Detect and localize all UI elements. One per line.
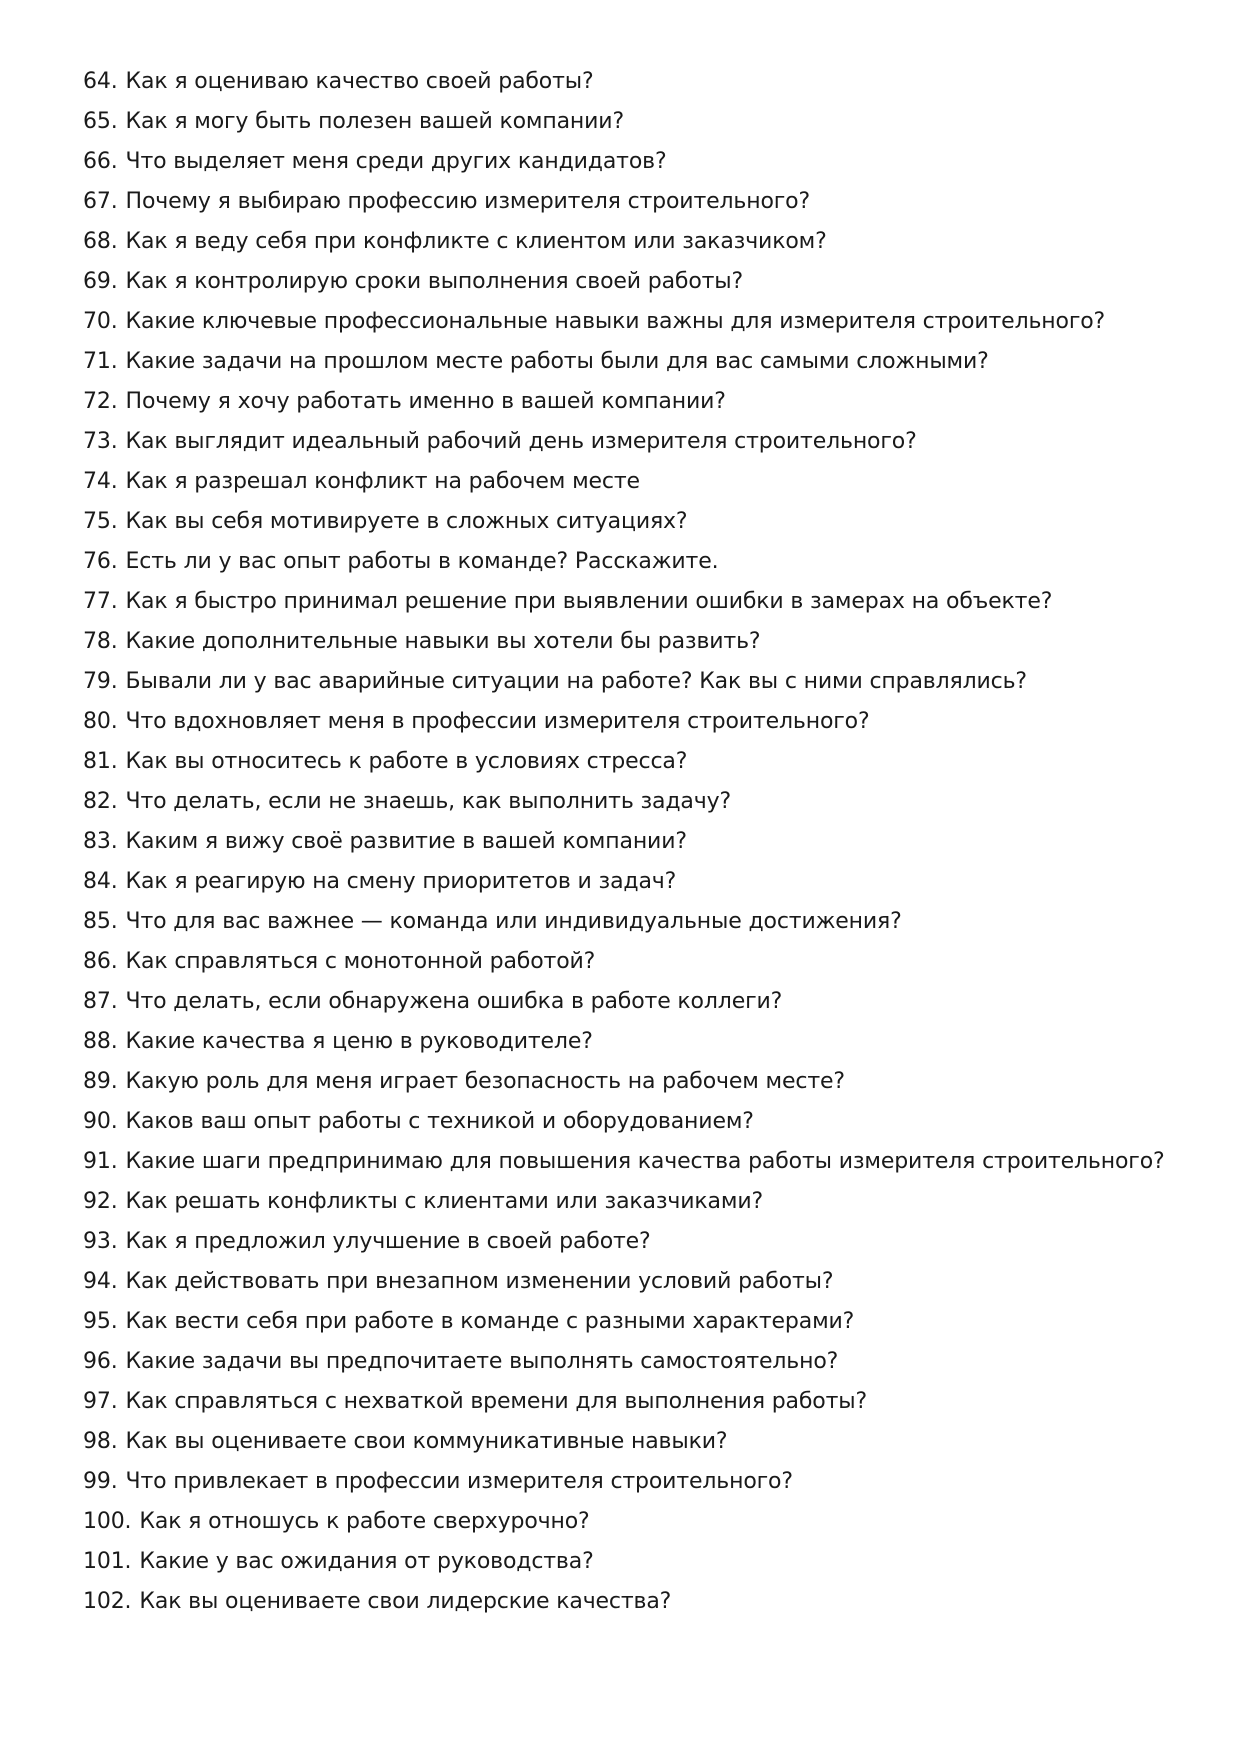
question-number: 88. [83,1029,118,1054]
question-number: 69. [83,269,118,294]
question-text: Какие ключевые профессиональные навыки важны для измерителя строительного? [125,309,1106,334]
question-text: Как справляться с монотонной работой? [125,949,596,974]
question-number: 84. [83,869,118,894]
list-item [83,1382,1203,1422]
question-text: Каким я вижу своё развитие в вашей компании? [125,829,687,854]
question-text: Каков ваш опыт работы с техникой и оборудованием? [125,1109,754,1134]
list-item [83,1102,1203,1142]
question-text: Как решать конфликты с клиентами или заказчиками? [125,1189,764,1214]
question-number: 89. [83,1069,118,1094]
question-text: Как я разрешал конфликт на рабочем месте [125,469,640,494]
question-text: Бывали ли у вас аварийные ситуации на работе? Как вы с ними справлялись? [125,669,1027,694]
list-item [83,182,1203,222]
list-item [83,702,1203,742]
list-item [83,142,1203,182]
question-number: 93. [83,1229,118,1254]
question-text: Какую роль для меня играет безопасность на рабочем месте? [125,1069,845,1094]
list-item [83,1422,1203,1462]
question-text: Какие задачи вы предпочитаете выполнять самостоятельно? [125,1349,839,1374]
question-number: 86. [83,949,118,974]
question-number: 81. [83,749,118,774]
question-text: Как я контролирую сроки выполнения своей работы? [125,269,744,294]
list-item [83,982,1203,1022]
question-number: 87. [83,989,118,1014]
list-item [83,262,1203,302]
question-text: Как я предложил улучшение в своей работе? [125,1229,651,1254]
question-text: Какие у вас ожидания от руководства? [139,1549,594,1574]
list-item [83,542,1203,582]
question-number: 99. [83,1469,118,1494]
document-page [83,62,1203,1622]
list-item [83,1142,1203,1182]
question-text: Что выделяет меня среди других кандидатов? [125,149,667,174]
question-text: Как справляться с нехваткой времени для выполнения работы? [125,1389,868,1414]
list-item [83,62,1203,102]
question-text: Как вы себя мотивируете в сложных ситуациях? [125,509,688,534]
question-number: 67. [83,189,118,214]
list-item [83,1582,1203,1622]
question-text: Как действовать при внезапном изменении условий работы? [125,1269,834,1294]
question-text: Что для вас важнее — команда или индивидуальные достижения? [125,909,902,934]
question-number: 94. [83,1269,118,1294]
list-item [83,1502,1203,1542]
list-item [83,422,1203,462]
question-number: 70. [83,309,118,334]
question-number: 101. [83,1549,132,1574]
question-text: Что привлекает в профессии измерителя строительного? [125,1469,793,1494]
list-item [83,1222,1203,1262]
question-text: Что вдохновляет меня в профессии измерителя строительного? [125,709,870,734]
list-item [83,1302,1203,1342]
question-text: Есть ли у вас опыт работы в команде? Расскажите. [125,549,719,574]
list-item [83,822,1203,862]
question-number: 78. [83,629,118,654]
question-text: Как вы оцениваете свои коммуникативные навыки? [125,1429,728,1454]
question-text: Какие дополнительные навыки вы хотели бы развить? [125,629,761,654]
question-text: Что делать, если обнаружена ошибка в работе коллеги? [125,989,783,1014]
question-text: Какие шаги предпринимаю для повышения качества работы измерителя строительного? [125,1149,1165,1174]
list-item [83,902,1203,942]
list-item [83,342,1203,382]
list-item [83,1182,1203,1222]
question-number: 68. [83,229,118,254]
question-number: 85. [83,909,118,934]
question-text: Как я отношусь к работе сверхурочно? [139,1509,590,1534]
question-text: Какие задачи на прошлом месте работы были для вас самыми сложными? [125,349,989,374]
question-number: 92. [83,1189,118,1214]
question-number: 80. [83,709,118,734]
question-text: Что делать, если не знаешь, как выполнить задачу? [125,789,731,814]
question-number: 91. [83,1149,118,1174]
list-item [83,742,1203,782]
list-item [83,1342,1203,1382]
list-item [83,1062,1203,1102]
question-number: 76. [83,549,118,574]
list-item [83,382,1203,422]
question-text: Как вы оцениваете свои лидерские качества? [139,1589,672,1614]
question-number: 64. [83,69,118,94]
list-item [83,502,1203,542]
list-item [83,1022,1203,1062]
list-item [83,942,1203,982]
question-text: Почему я хочу работать именно в вашей компании? [125,389,726,414]
question-number: 73. [83,429,118,454]
question-text: Как я могу быть полезен вашей компании? [125,109,624,134]
list-item [83,862,1203,902]
list-item [83,1262,1203,1302]
question-number: 75. [83,509,118,534]
list-item [83,662,1203,702]
question-number: 102. [83,1589,132,1614]
list-item [83,1462,1203,1502]
question-number: 79. [83,669,118,694]
question-number: 66. [83,149,118,174]
question-number: 82. [83,789,118,814]
list-item [83,782,1203,822]
question-text: Как вести себя при работе в команде с разными характерами? [125,1309,855,1334]
question-text: Как вы относитесь к работе в условиях стресса? [125,749,688,774]
list-item [83,582,1203,622]
question-number: 97. [83,1389,118,1414]
question-number: 72. [83,389,118,414]
question-text: Как выглядит идеальный рабочий день измерителя строительного? [125,429,917,454]
list-item [83,222,1203,262]
question-number: 77. [83,589,118,614]
question-number: 100. [83,1509,132,1534]
question-number: 95. [83,1309,118,1334]
list-item [83,302,1203,342]
question-number: 96. [83,1349,118,1374]
question-text: Как я оцениваю качество своей работы? [125,69,594,94]
question-number: 90. [83,1109,118,1134]
question-number: 74. [83,469,118,494]
question-list [83,62,1203,1622]
question-text: Как я быстро принимал решение при выявлении ошибки в замерах на объекте? [125,589,1053,614]
question-number: 65. [83,109,118,134]
list-item [83,1542,1203,1582]
question-text: Как я веду себя при конфликте с клиентом или заказчиком? [125,229,827,254]
list-item [83,622,1203,662]
question-number: 98. [83,1429,118,1454]
question-number: 71. [83,349,118,374]
question-text: Какие качества я ценю в руководителе? [125,1029,593,1054]
question-text: Как я реагирую на смену приоритетов и задач? [125,869,677,894]
question-text: Почему я выбираю профессию измерителя строительного? [125,189,811,214]
list-item [83,462,1203,502]
list-item [83,102,1203,142]
question-number: 83. [83,829,118,854]
